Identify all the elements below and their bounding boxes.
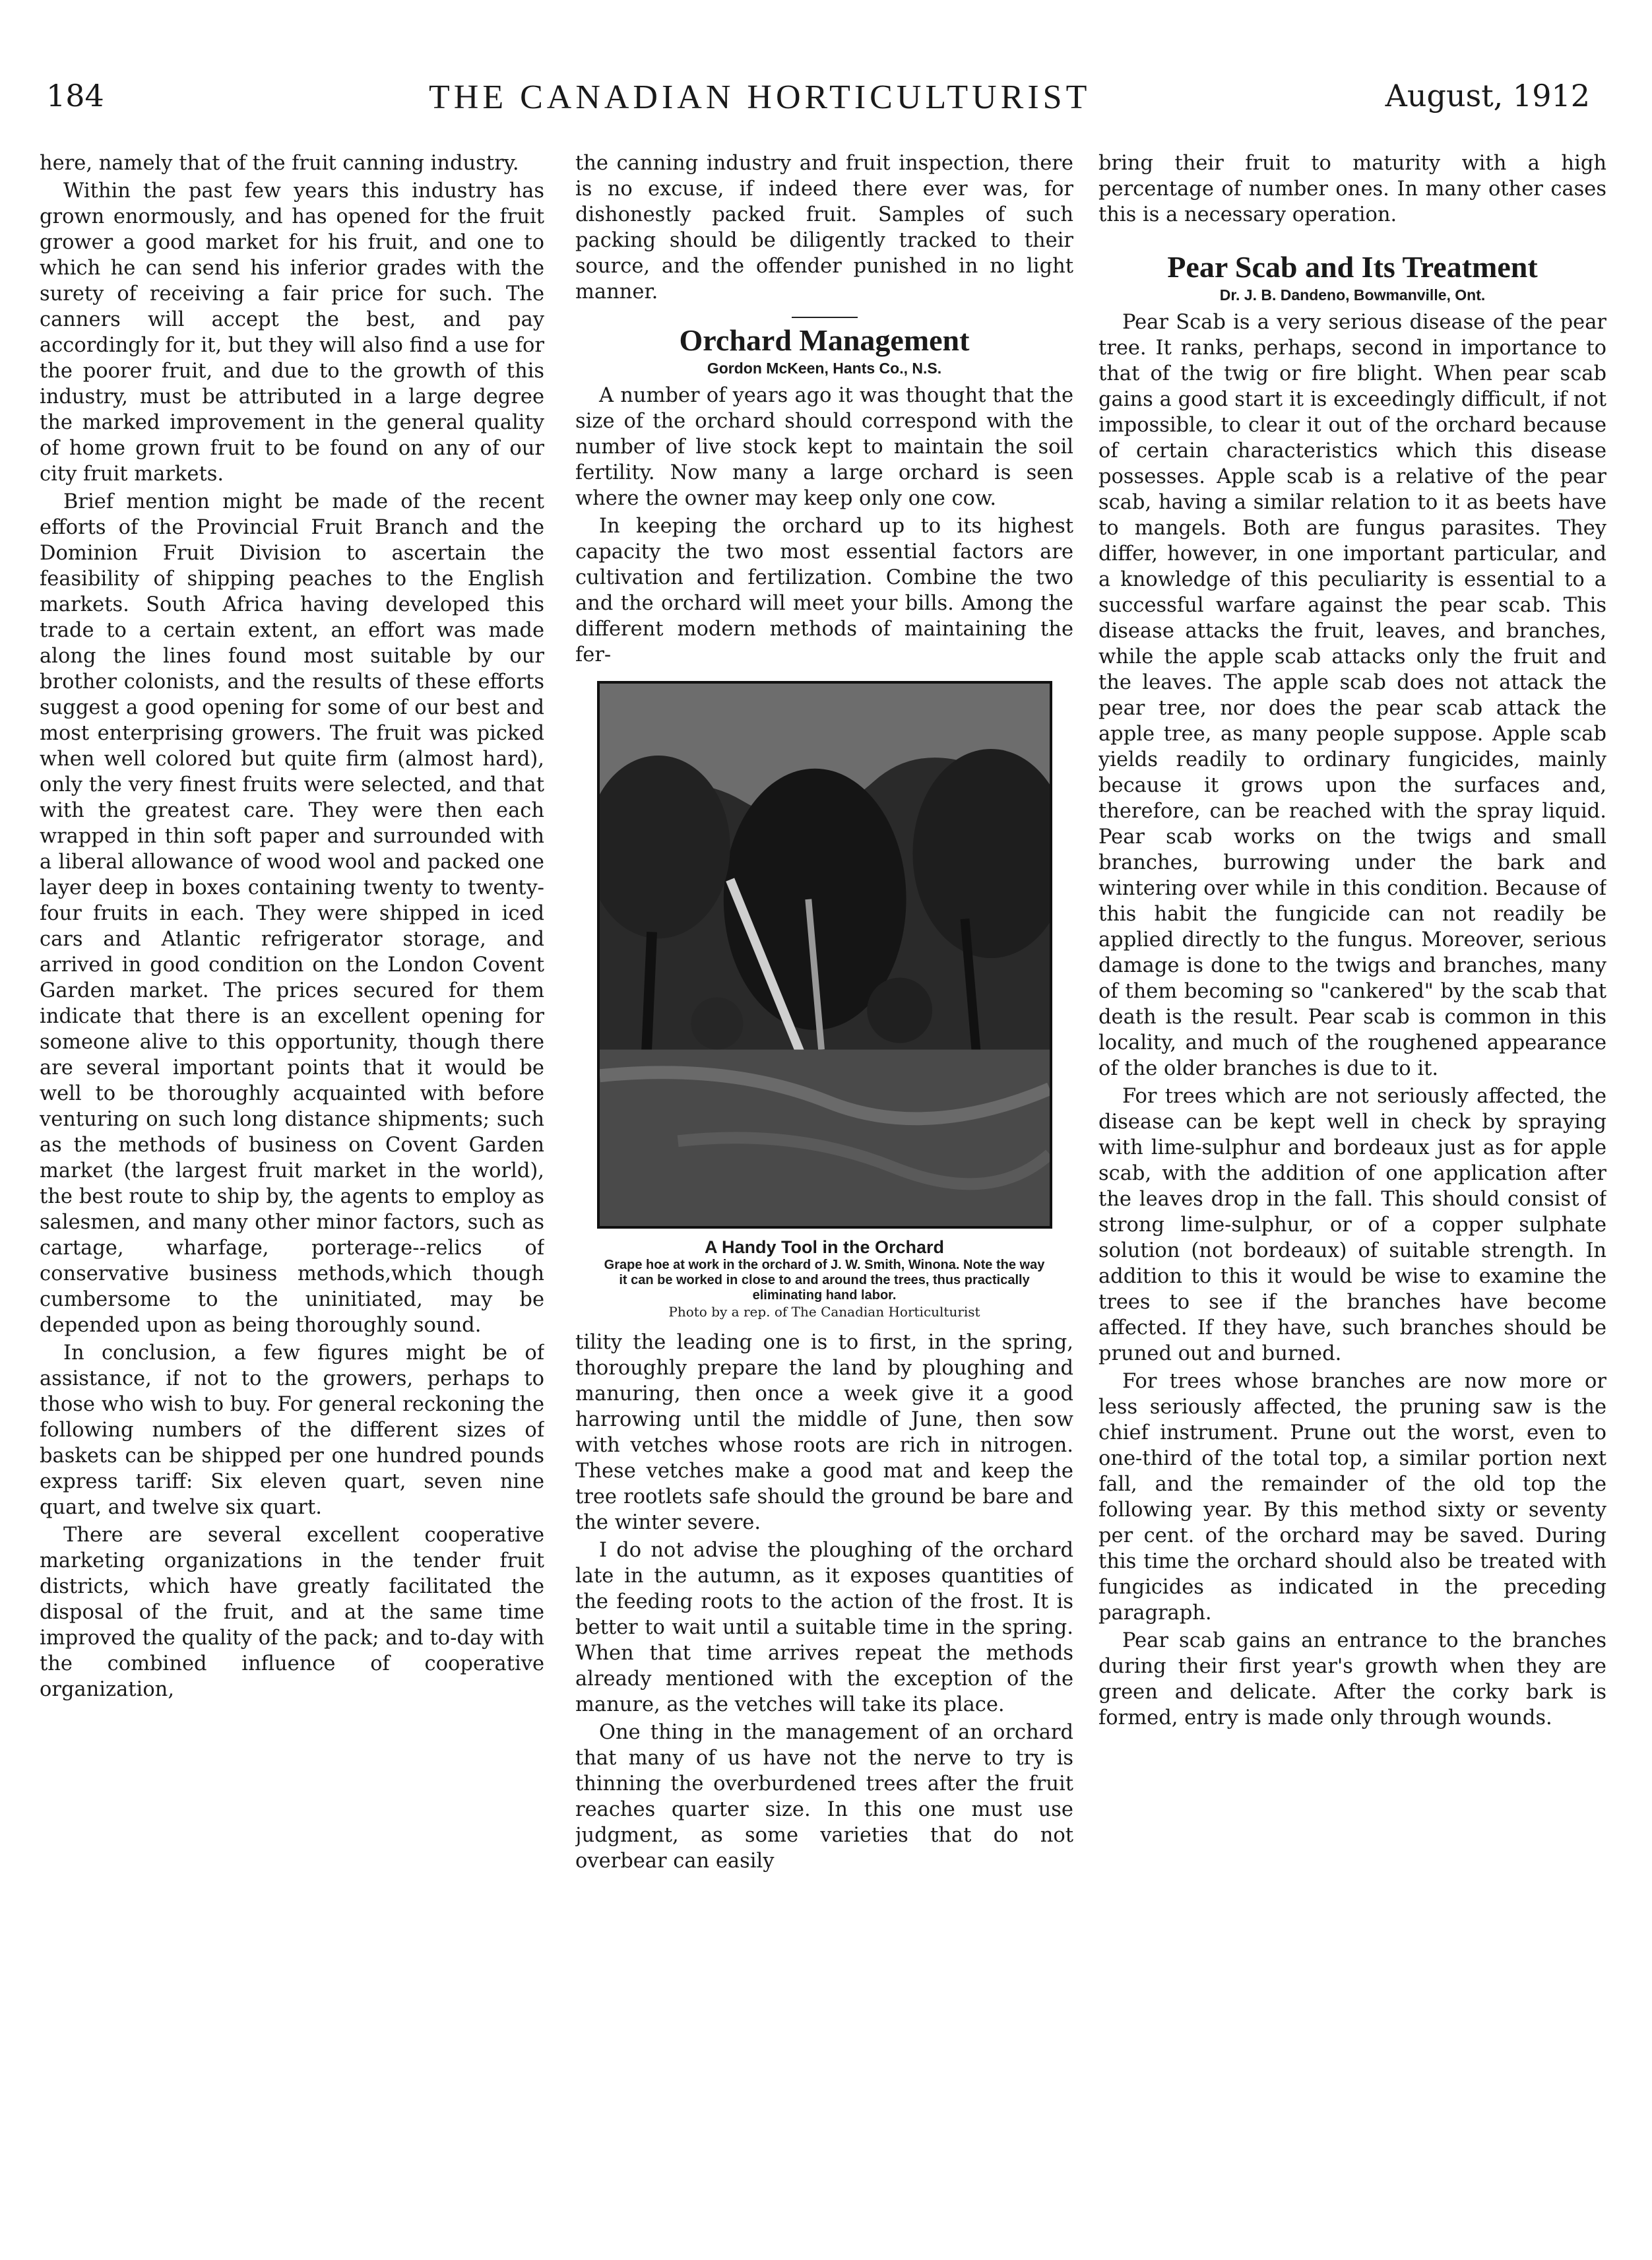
paragraph: Pear scab gains an entrance to the branches during their first year's growth when they are green and delicate. After the corky bark is formed, entry is made only through wounds. <box>1098 1629 1606 1729</box>
issue-date: August, 1912 <box>1385 78 1590 113</box>
paragraph: tility the leading one is to first, in the spring, thoroughly prepare the land by ploughing and manuring, then once a week give it a good harrowing until the middle of June, then sow with vetches whose roots are rich in nitrogen. These vetches make a good mat and keep the tree rootlets safe should the ground be bare and the winter severe. <box>575 1331 1073 1534</box>
paragraph: For trees which are not seriously affected, the disease can be kept well in check by spraying with lime-sulphur and bordeaux just as for apple scab, with the addition of one application after the leaves drop in the fall. This should consist of strong lime-sulphur, or of a copper sulphate solution (not bordeaux) of suitable strength. In addition to this it would be wise to examine the trees to see if the branches have become affected. If they have, such branches should be pruned out and burned. <box>1098 1085 1606 1365</box>
paragraph: Within the past few years this industry has grown enormously, and has opened for the fruit grower a good market for his fruit, and one to which he can send his inferior grades with the surety of receiving a fair price for such. The canners will accept the best, and pay accordingly for it, but they will also find a use for the poorer fruit, and due to the growth of this industry, must be attributed in a large degree the marked improvement in the general quality of home grown fruit to be found on any of our city fruit markets. <box>40 179 544 486</box>
paragraph: A number of years ago it was thought that the size of the orchard should correspond with the number of live stock kept to maintain the soil fertility. Now many a large orchard is seen where the owner may keep only one cow. <box>575 384 1073 510</box>
column-1 <box>40 150 544 2216</box>
orchard-photo-illustration <box>600 684 1050 1226</box>
paragraph: bring their fruit to maturity with a high percentage of number ones. In many other cases this is a necessary operation. <box>1098 152 1606 226</box>
paragraph: In keeping the orchard up to its highest capacity the two most essential factors are cultivation and fertilization. Combine the two and the orchard will meet your bills. Among the different modern methods of maintaining the fer- <box>575 515 1073 666</box>
paragraph: I do not advise the ploughing of the orchard late in the autumn, as it exposes quantities of the feeding roots to the action of the frost. It is better to wait until a suitable time in the spring. When that time arrives repeat the methods already mentioned with the exception of the manure, as the vetches will take its place. <box>575 1539 1073 1716</box>
section-divider <box>792 317 858 318</box>
photo-credit: Photo by a rep. of The Canadian Horticulturist <box>668 1304 980 1320</box>
article-byline: Dr. J. B. Dandeno, Bowmanville, Ont. <box>1219 286 1486 304</box>
paragraph: One thing in the management of an orchard that many of us have not the nerve to try is thinning the overburdened trees after the fruit reaches quarter size. In this one must use judgment, as some varieties that do not overbear can easily <box>575 1721 1073 1873</box>
photo-caption: Grape hoe at work in the orchard of J. W. Smith, Winona. Note the way it can be worked in close to and around the trees, thus practically eliminating hand labor. <box>604 1258 1045 1303</box>
paragraph: There are several excellent cooperative marketing organizations in the tender fruit districts, which have greatly facilitated the disposal of the fruit, and at the same time improved the quality of the pack; and to-day with the combined influence of cooperative organization, <box>40 1524 544 1701</box>
paragraph: the canning industry and fruit inspection, there is no excuse, if indeed there ever was, for dishonestly packed fruit. Samples of such packing should be diligently tracked to their source, and the offender punished in no light manner. <box>575 152 1073 304</box>
paragraph: For trees whose branches are now more or less seriously affected, the pruning saw is the chief instrument. Prune out the worst, even to one-third of the total top, a similar portion next fall, and the remainder of the old top the following year. By this method sixty or seventy per cent. of the orchard may be saved. During this time the orchard should also be treated with fungicides as indicated in the preceding paragraph. <box>1098 1370 1606 1625</box>
column-3 <box>1098 150 1606 2216</box>
article-title-pear-scab: Pear Scab and Its Treatment <box>1167 250 1538 284</box>
paragraph: Brief mention might be made of the recent efforts of the Provincial Fruit Branch and the Dominion Fruit Division to ascertain the feasibility of shipping peaches to the English markets. South Africa having developed this trade to a certain extent, an effort was made along the lines found most suitable by our brother colonists, and the results of these efforts suggest a good opening for some of our best and most enterprising growers. The fruit was picked when well colored but quite firm (almost hard), only the very finest fruits were selected, and that with the greatest care. They were then each wrapped in thin soft paper and surrounded with a liberal allowance of wood wool and packed one layer deep in boxes containing twenty to twenty-four fruits in each. They were shipped in iced cars and Atlantic refrigerator storage, and arrived in good condition on the London Covent Garden market. The prices secured for them indicate that there is an excellent opening for someone alive to this opportunity, though there are several important points that it would be well to be thoroughly acquainted with before venturing on such long distance shipments; such as the methods of business on Covent Garden market (the largest fruit market in the world), the best route to ship by, the agents to employ as salesmen, and many other minor factors, such as cartage, wharfage, porterage--relics of conservative business methods,which though cumbersome to the uninitiated, may be depended upon as being thoroughly sound. <box>40 490 544 1337</box>
paragraph: here, namely that of the fruit canning industry. <box>40 152 519 175</box>
article-title-orchard-management: Orchard Management <box>679 323 970 357</box>
page-header <box>46 78 1590 131</box>
photo-caption-title: A Handy Tool in the Orchard <box>704 1237 945 1257</box>
orchard-photo <box>597 681 1052 1229</box>
paragraph: In conclusion, a few figures might be of assistance, if not to the growers, perhaps to those who wish to buy. For general reckoning the following numbers of the different sizes of baskets can be shipped per one hundred pounds express tariff: Six eleven quart, seven nine quart, and twelve six quart. <box>40 1341 544 1519</box>
article-byline: Gordon McKeen, Hants Co., N.S. <box>707 360 942 377</box>
column-2 <box>575 150 1073 2216</box>
page-number: 184 <box>46 78 104 113</box>
publication-title: THE CANADIAN HORTICULTURIST <box>429 79 1091 116</box>
paragraph: Pear Scab is a very serious disease of the pear tree. It ranks, perhaps, second in importance to that of the twig or fire blight. When pear scab gains a good start it is exceedingly difficult, if not impossible, to clear it out of the orchard because of certain characteristics which this disease possesses. Apple scab is a relative of the pear scab, having a similar relation to it as beets have to mangels. Both are fungus parasites. They differ, however, in one important particular, and a knowledge of this peculiarity is essential to a successful warfare against the pear scab. This disease attacks the fruit, leaves, and branches, while the apple scab attacks only the fruit and the leaves. The apple scab does not attack the pear tree, nor does the pear scab attack the apple tree, as many people suppose. Apple scab yields readily to ordinary fungicides, mainly because it grows upon the surfaces and, therefore, can be reached with the spray liquid. Pear scab works on the twigs and small branches, burrowing under the bark and wintering over while in this condition. Because of this habit the fungicide can not readily be applied directly to the fungus. Moreover, serious damage is done to the twigs and branches, many of them becoming so "cankered" by the scab that death is the result. Pear scab is common in this locality, and much of the roughened appearance of the older branches is due to it. <box>1098 311 1606 1080</box>
